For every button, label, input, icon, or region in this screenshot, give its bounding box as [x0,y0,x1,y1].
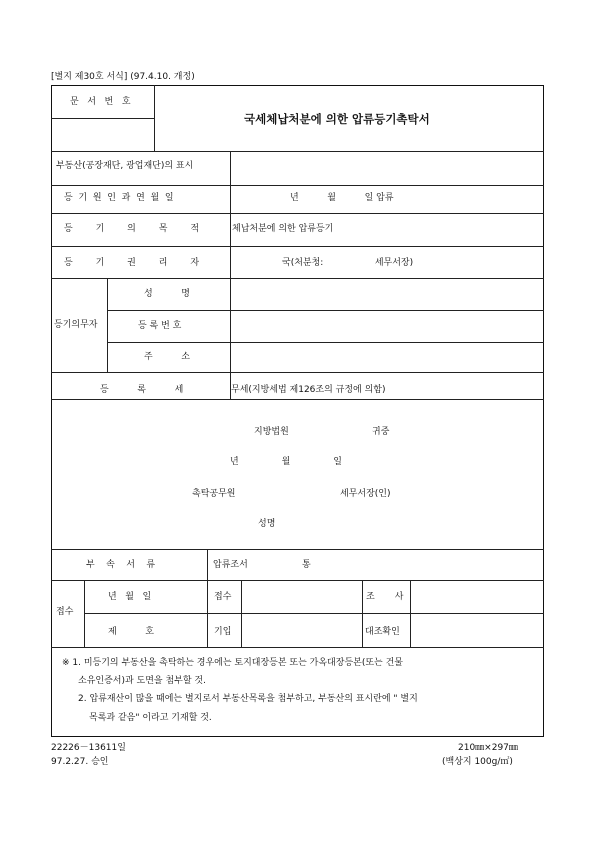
paper-type: (백상지 100g/㎡) [442,757,513,767]
reg-holder-label: 등 기 권 리 자 [64,258,200,268]
entry-label: 기입 [214,627,232,637]
paper-size: 210㎜×297㎜ [458,743,518,753]
tax-label: 등 록 세 [100,385,184,395]
check-label: 조 사 [366,592,404,602]
reg-cause-value[interactable]: 년 월 일 압류 [290,193,394,203]
note-1-line-1: ※ 1. 미등기의 부동산을 촉탁하는 경우에는 토지대장등본 또는 가옥대장등본(또는 건물 [62,658,403,668]
check-field[interactable] [412,582,542,612]
verify-field[interactable] [412,615,542,645]
property-label: 부동산(공장재단, 광업재단)의 표시 [56,161,194,171]
commission-date[interactable]: 년 월 일 [230,457,342,467]
doc-number-label: 문 서 번 호 [70,97,131,107]
receipt-label: 접수 [56,607,74,617]
receipt-date-label: 년 월 일 [108,592,152,602]
note-2-line-1: 2. 압류재산이 많을 때에는 별지로서 부동산목록을 첨부하고, 부동산의 표시란에 " 별지 [78,694,418,704]
commissioner-label: 촉탁공무원 [192,489,236,499]
verify-label: 대조확인 [365,627,400,637]
name-label: 성 명 [144,289,190,299]
note-2-line-2: 목록과 같음" 이라고 기재할 것. [89,713,212,723]
tax-value: 무세(지방세법 제126조의 규정에 의함) [231,385,386,395]
receipt-stamp-label: 접수 [214,592,232,602]
attachments-label: 부 속 서 류 [86,560,156,570]
regno-label: 등 록 번 호 [138,321,182,331]
obligor-label: 등기의무자 [54,320,98,330]
regno-field[interactable] [232,312,542,340]
court-label: 지방법원 [254,427,289,437]
attachments-value: 압류조서 [213,560,248,570]
doc-number-field[interactable] [54,121,151,148]
page-title: 국세체납처분에 의한 압류등기촉탁서 [244,112,430,126]
name-field[interactable] [232,280,542,308]
name-sign-label: 성명 [258,519,276,529]
form-code: 22226－13611일 [51,743,126,753]
reg-purpose-value: 체납처분에 의한 압류등기 [232,224,334,234]
property-field[interactable] [232,153,542,183]
receipt-field[interactable] [243,582,360,612]
note-1-line-2: 소유인증서)과 도면을 첨부할 것. [78,676,206,686]
entry-field[interactable] [243,615,360,645]
reg-purpose-label: 등 기 의 목 적 [64,224,200,234]
honorific-label: 귀중 [372,427,390,437]
reg-holder-value[interactable]: 국(처분청: 세무서장) [282,258,414,268]
form-label: [별지 제30호 서식] (97.4.10. 개정) [51,72,195,82]
approval-date: 97.2.27. 승인 [51,757,109,767]
receipt-number-label: 제 호 [108,627,154,637]
address-label: 주 소 [144,352,190,362]
attachments-unit[interactable]: 통 [302,560,311,570]
address-field[interactable] [232,344,542,370]
reg-cause-label: 등 기 원 인 과 연 월 일 [64,193,174,203]
tax-office-head-label: 세무서장(인) [340,489,391,499]
